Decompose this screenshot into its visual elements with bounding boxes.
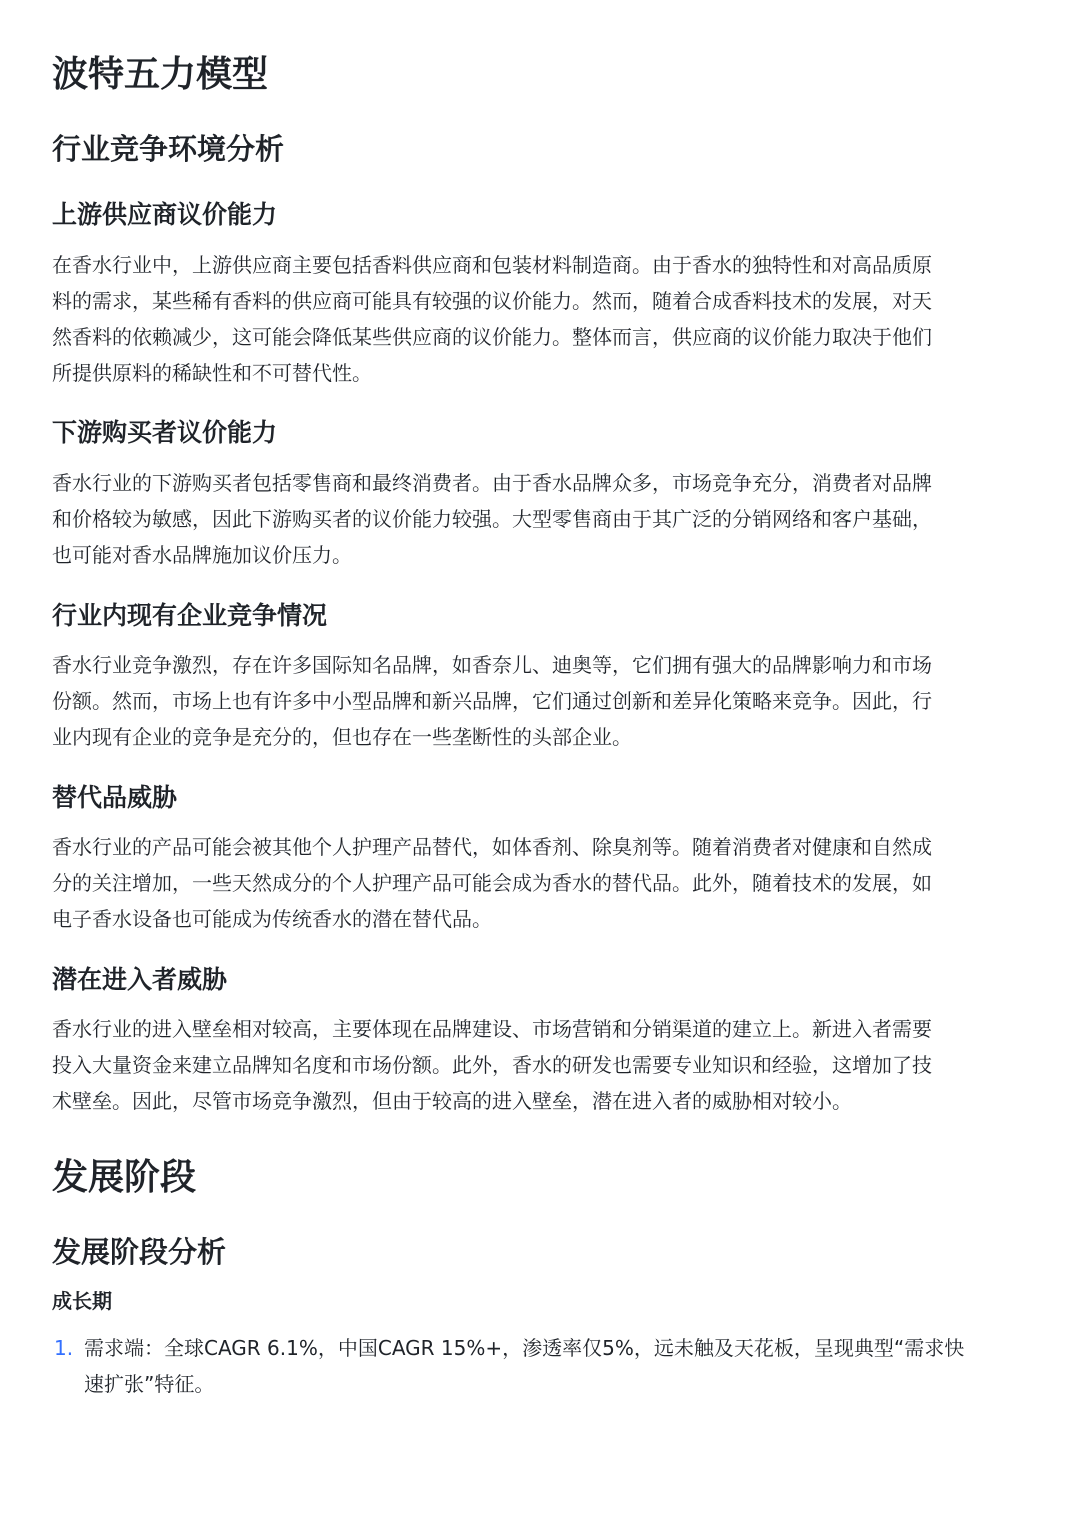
heading-buyer-power: 下游购买者议价能力	[52, 418, 278, 447]
text-line: 速扩张”特征。	[84, 1372, 215, 1396]
text-line: 然香料的依赖减少，这可能会降低某些供应商的议价能力。整体而言，供应商的议价能力取决于他们	[52, 325, 932, 349]
text-line: 香水行业的进入壁垒相对较高，主要体现在品牌建设、市场营销和分销渠道的建立上。新进入者需要	[52, 1017, 932, 1041]
text-line: 所提供原料的稀缺性和不可替代性。	[52, 361, 372, 385]
paragraph-new-entrants-threat	[52, 1011, 1028, 1119]
section-title-porter: 波特五力模型	[52, 54, 269, 95]
ordered-list	[52, 1330, 1032, 1402]
heading-new-entrants-threat: 潜在进入者威胁	[52, 965, 228, 994]
text-line: 料的需求，某些稀有香料的供应商可能具有较强的议价能力。然而，随着合成香料技术的发展，对天	[52, 289, 932, 313]
text-line: 份额。然而，市场上也有许多中小型品牌和新兴品牌，它们通过创新和差异化策略来竞争。因此，行	[52, 689, 932, 713]
text-line: 也可能对香水品牌施加议价压力。	[52, 543, 352, 567]
list-number: 1.	[54, 1336, 74, 1360]
text-line: 投入大量资金来建立品牌知名度和市场份额。此外，香水的研发也需要专业知识和经验，这增加了技	[52, 1053, 932, 1077]
text-line: 香水行业的下游购买者包括零售商和最终消费者。由于香水品牌众多，市场竞争充分，消费者对品牌	[52, 471, 932, 495]
paragraph-buyer-power	[52, 465, 1028, 573]
text-line: 分的关注增加，一些天然成分的个人护理产品可能会成为香水的替代品。此外，随着技术的发展，如	[52, 871, 932, 895]
paragraph-substitutes-threat	[52, 829, 1028, 937]
text-line: 需求端：全球CAGR 6.1%，中国CAGR 15%+，渗透率仅5%，远未触及天花板，呈现典型“需求快	[84, 1336, 965, 1360]
paragraph-supplier-power	[52, 247, 1028, 391]
text-line: 和价格较为敏感，因此下游购买者的议价能力较强。大型零售商由于其广泛的分销网络和客户基础，	[52, 507, 932, 531]
heading-substitutes-threat: 替代品威胁	[52, 783, 178, 812]
stage-label: 成长期	[52, 1289, 112, 1313]
text-line: 香水行业的产品可能会被其他个人护理产品替代，如体香剂、除臭剂等。随着消费者对健康和自然成	[52, 835, 932, 859]
text-line: 术壁垒。因此，尽管市场竞争激烈，但由于较高的进入壁垒，潜在进入者的威胁相对较小。	[52, 1089, 852, 1113]
paragraph-existing-competition	[52, 647, 1028, 755]
text-line: 在香水行业中，上游供应商主要包括香料供应商和包装材料制造商。由于香水的独特性和对高品质原	[52, 253, 932, 277]
subtitle-competition-analysis: 行业竞争环境分析	[52, 132, 285, 166]
heading-supplier-power: 上游供应商议价能力	[52, 200, 278, 229]
text-line: 香水行业竞争激烈，存在许多国际知名品牌，如香奈儿、迪奥等，它们拥有强大的品牌影响力和市场	[52, 653, 932, 677]
subtitle-stage-analysis: 发展阶段分析	[52, 1235, 227, 1269]
text-line: 电子香水设备也可能成为传统香水的潜在替代品。	[52, 907, 492, 931]
list-item	[52, 1330, 1032, 1402]
text-line: 业内现有企业的竞争是充分的，但也存在一些垄断性的头部企业。	[52, 725, 632, 749]
heading-existing-competition: 行业内现有企业竞争情况	[52, 601, 328, 630]
section-title-development-stage: 发展阶段	[52, 1157, 197, 1198]
